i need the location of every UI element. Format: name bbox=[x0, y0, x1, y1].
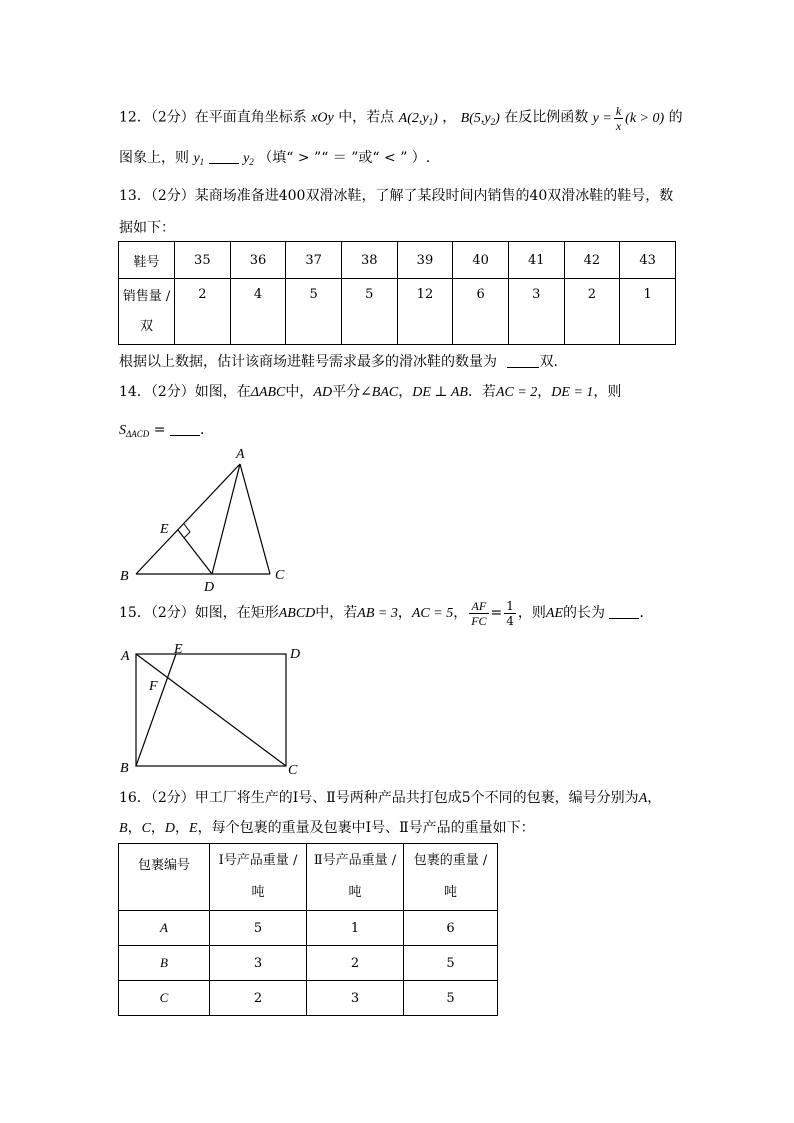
answer-blank bbox=[609, 604, 639, 619]
point-b: $B(5,y_2)$ bbox=[460, 110, 500, 127]
shoe-size-table bbox=[118, 241, 676, 345]
point-a: $A(2,y_1)$ bbox=[398, 110, 438, 127]
q13-after: 根据以上数据，估计该商场进鞋号需求最多的滑冰鞋的数量为 双． bbox=[119, 354, 568, 370]
q13-line1: 13．（2分）某商场准备进400双滑冰鞋，了解了某段时间内销售的40双滑冰鞋的鞋号，数 bbox=[119, 188, 674, 204]
q14-line1: 14．（2分）如图，在ΔABC中，AD平分∠BAC，DE ⊥ AB．若AC = 2，DE = 1，则 bbox=[119, 384, 622, 400]
answer-blank bbox=[209, 149, 239, 164]
label-e: E bbox=[160, 522, 169, 537]
label-e: E bbox=[174, 642, 183, 657]
label-a: A bbox=[121, 649, 130, 664]
table-row: 包裹编号 Ⅰ号产品重量 / 吨 Ⅱ号产品重量 / 吨 包裹的重量 / 吨 bbox=[119, 844, 498, 911]
rectangle-figure bbox=[116, 638, 316, 778]
segment-be bbox=[136, 654, 176, 766]
label-a: A bbox=[236, 447, 245, 462]
label-f: F bbox=[149, 679, 158, 694]
table-row: B 3 2 5 bbox=[119, 946, 498, 981]
segment-de bbox=[178, 530, 212, 574]
table-row: 销售量 / 双 2 4 5 5 12 6 3 2 1 bbox=[119, 279, 676, 345]
q13-line2: 据如下： bbox=[119, 220, 175, 236]
diagonal-ac bbox=[136, 654, 286, 766]
q15-line1: 15．（2分）如图，在矩形ABCD中，若AB = 3，AC = 5， $\frac{AF}{FC}$ = $\frac{1}{4}$ ，则AE的长为 ． bbox=[119, 598, 654, 628]
segment-ad bbox=[212, 464, 240, 574]
label-c: C bbox=[275, 568, 285, 583]
label-b: B bbox=[120, 569, 129, 584]
table-row: C 2 3 5 bbox=[119, 981, 498, 1016]
label-c: C bbox=[288, 763, 298, 778]
q16-line1: 16．（2分）甲工厂将生产的Ⅰ号、Ⅱ号两种产品共打包成5个不同的包裹，编号分别为A， bbox=[119, 790, 662, 806]
table-row: A 5 1 6 bbox=[119, 911, 498, 946]
label-d: D bbox=[290, 647, 301, 662]
answer-blank bbox=[170, 421, 200, 436]
side-ac bbox=[240, 464, 270, 574]
q12-line1: 12．（2分）在平面直角坐标系 xOy 中，若点 $A(2,y_1)$ ， $B(5,y_2)$ 在反比例函数 y = $\frac{k}{x}$ (k > 0) 的 bbox=[119, 104, 683, 133]
right-angle-mark bbox=[184, 524, 190, 538]
triangle-figure bbox=[110, 440, 300, 600]
q16-line2: B，C，D，E，每个包裹的重量及包裹中Ⅰ号、Ⅱ号产品的重量如下： bbox=[119, 820, 535, 836]
table-row: 鞋号 35 36 37 38 39 40 41 42 43 bbox=[119, 242, 676, 279]
label-d: D bbox=[204, 580, 215, 595]
side-ab bbox=[136, 464, 240, 574]
answer-blank bbox=[507, 353, 539, 368]
q14-line2: $S_{\Delta ACD}$ = ． bbox=[119, 422, 214, 439]
q12-line2: 图象上，则 $y_1$ $y_2$ （填“ > ”“ ＝ ”或“ < ” ）. bbox=[119, 150, 431, 167]
label-b: B bbox=[120, 761, 129, 776]
function-expr: y = $\frac{k}{x}$ (k > 0) bbox=[592, 104, 665, 133]
package-table bbox=[118, 843, 498, 1016]
